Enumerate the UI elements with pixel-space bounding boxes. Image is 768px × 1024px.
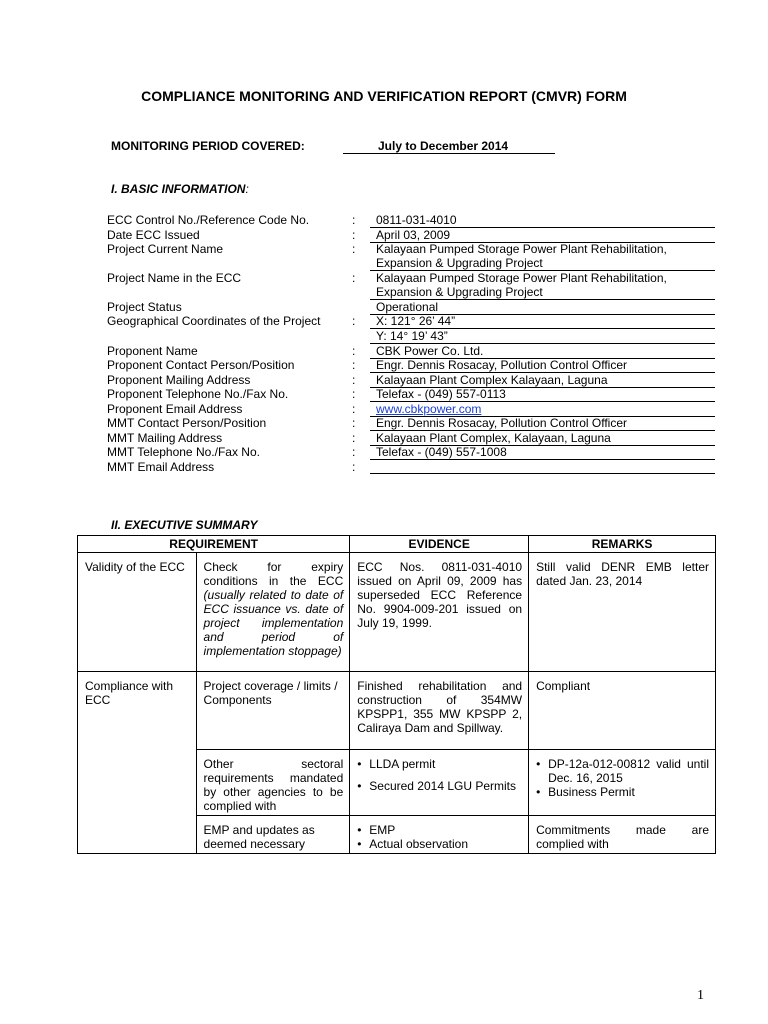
remarks-cell: Commitments made are complied with [529,816,716,854]
evidence-list [357,823,522,851]
evidence-cell [350,816,529,854]
project-status-label: Project Status [107,300,182,314]
ecc-control-label: ECC Control No./Reference Code No. [107,213,310,227]
ecc-date-label: Date ECC Issued [107,228,200,242]
proponent-mailing-value: Kalayaan Plant Complex Kalayaan, Laguna [370,373,715,388]
table-row [78,672,716,750]
remarks-cell: Still valid DENR EMB letter dated Jan. 23, 2014 [529,553,716,672]
executive-summary-table [77,535,716,854]
list-item: • Secured 2014 LGU Permits [357,779,522,793]
requirement-cell: Project coverage / limits / Components [196,672,350,750]
field-colon: : [352,271,356,285]
field-colon: : [352,242,356,256]
mmt-telephone-value: Telefax - (049) 557-1008 [370,445,715,460]
mmt-telephone-label: MMT Telephone No./Fax No. [107,445,260,459]
requirement-note: (usually related to date of ECC issuance vs. date of project implementation and period of implementation stoppage) [203,588,344,658]
project-status-value: Operational [370,300,715,315]
field-colon: : [352,387,356,401]
proponent-contact-label: Proponent Contact Person/Position [107,358,295,372]
basic-info-heading-text: I. BASIC INFORMATION [111,182,246,196]
group-cell: Compliance with ECC [78,672,197,854]
proponent-name-value: CBK Power Co. Ltd. [370,344,715,359]
coordinates-label: Geographical Coordinates of the Project [107,314,321,328]
mmt-contact-value: Engr. Dennis Rosacay, Pollution Control Officer [370,416,715,431]
field-colon: : [352,431,356,445]
coordinates-x-value: X: 121° 26’ 44” [370,314,715,329]
proponent-website-link[interactable]: www.cbkpower.com [376,402,482,416]
remarks-cell [529,750,716,816]
evidence-cell: ECC Nos. 0811-031-4010 issued on April 09, 2009 has superseded ECC Reference No. 9904-009-201 issued on July 19, 1999. [350,553,529,672]
mmt-contact-label: MMT Contact Person/Position [107,416,267,430]
column-header-remarks: REMARKS [529,536,716,553]
field-colon: : [352,314,356,328]
mmt-mailing-label: MMT Mailing Address [107,431,223,445]
project-current-name-label: Project Current Name [107,242,224,256]
field-colon: : [352,402,356,416]
field-colon: : [352,373,356,387]
field-colon: : [352,213,356,227]
coordinates-y-value: Y: 14° 19’ 43” [370,329,715,344]
list-item: • LLDA permit [357,757,522,771]
table-row [78,553,716,672]
basic-info-heading [111,182,249,196]
project-name-ecc-label: Project Name in the ECC [107,271,242,285]
requirement-text: Check for expiry conditions in the ECC [203,560,344,588]
field-colon: : [352,460,356,474]
list-item: • EMP [357,823,522,837]
evidence-cell [350,750,529,816]
monitoring-period-value [343,139,555,154]
list-item: • Business Permit [536,785,709,799]
proponent-contact-value: Engr. Dennis Rosacay, Pollution Control Officer [370,358,715,373]
requirement-cell: Other sectoral requirements mandated by other agencies to be complied with [196,750,350,816]
proponent-email-label: Proponent Email Address [107,402,243,416]
remarks-cell: Compliant [529,672,716,750]
proponent-telephone-value: Telefax - (049) 557-0113 [370,387,715,402]
field-colon: : [352,416,356,430]
evidence-cell: Finished rehabilitation and construction of 354MW KPSPP1, 355 MW KPSPP 2, Caliraya Dam and Spillway. [350,672,529,750]
proponent-email-field [370,402,715,417]
field-colon: : [352,228,356,242]
monitoring-period-label: MONITORING PERIOD COVERED: [111,139,305,153]
mmt-mailing-value: Kalayaan Plant Complex, Kalayaan, Laguna [370,431,715,446]
table-header-row [78,536,716,553]
column-header-evidence: EVIDENCE [350,536,529,553]
field-colon: : [352,445,356,459]
mmt-email-label: MMT Email Address [107,460,215,474]
proponent-telephone-label: Proponent Telephone No./Fax No. [107,387,289,401]
project-current-name-value: Kalayaan Pumped Storage Power Plant Rehabilitation, Expansion & Upgrading Project [370,242,715,271]
requirement-cell: EMP and updates as deemed necessary [196,816,350,854]
page-number: 1 [697,988,704,1003]
page-title: COMPLIANCE MONITORING AND VERIFICATION REPORT (CMVR) FORM [141,88,627,104]
list-item: • Actual observation [357,837,522,851]
requirement-cell [196,553,350,672]
field-colon: : [352,344,356,358]
monitoring-period-text: July to December 2014 [378,139,509,153]
basic-info-heading-colon: : [245,182,249,196]
proponent-name-label: Proponent Name [107,344,198,358]
mmt-email-value [370,460,715,474]
remarks-list [536,757,709,799]
proponent-mailing-label: Proponent Mailing Address [107,373,251,387]
ecc-date-value: April 03, 2009 [370,228,715,243]
project-name-ecc-value: Kalayaan Pumped Storage Power Plant Rehabilitation, Expansion & Upgrading Project [370,271,715,300]
column-header-requirement: REQUIREMENT [78,536,350,553]
evidence-list [357,757,522,793]
executive-summary-heading: II. EXECUTIVE SUMMARY [111,518,258,532]
field-colon: : [352,358,356,372]
ecc-control-value: 0811-031-4010 [370,213,715,228]
group-cell: Validity of the ECC [78,553,197,672]
list-item: • DP-12a-012-00812 valid until Dec. 16, 2015 [536,757,709,785]
